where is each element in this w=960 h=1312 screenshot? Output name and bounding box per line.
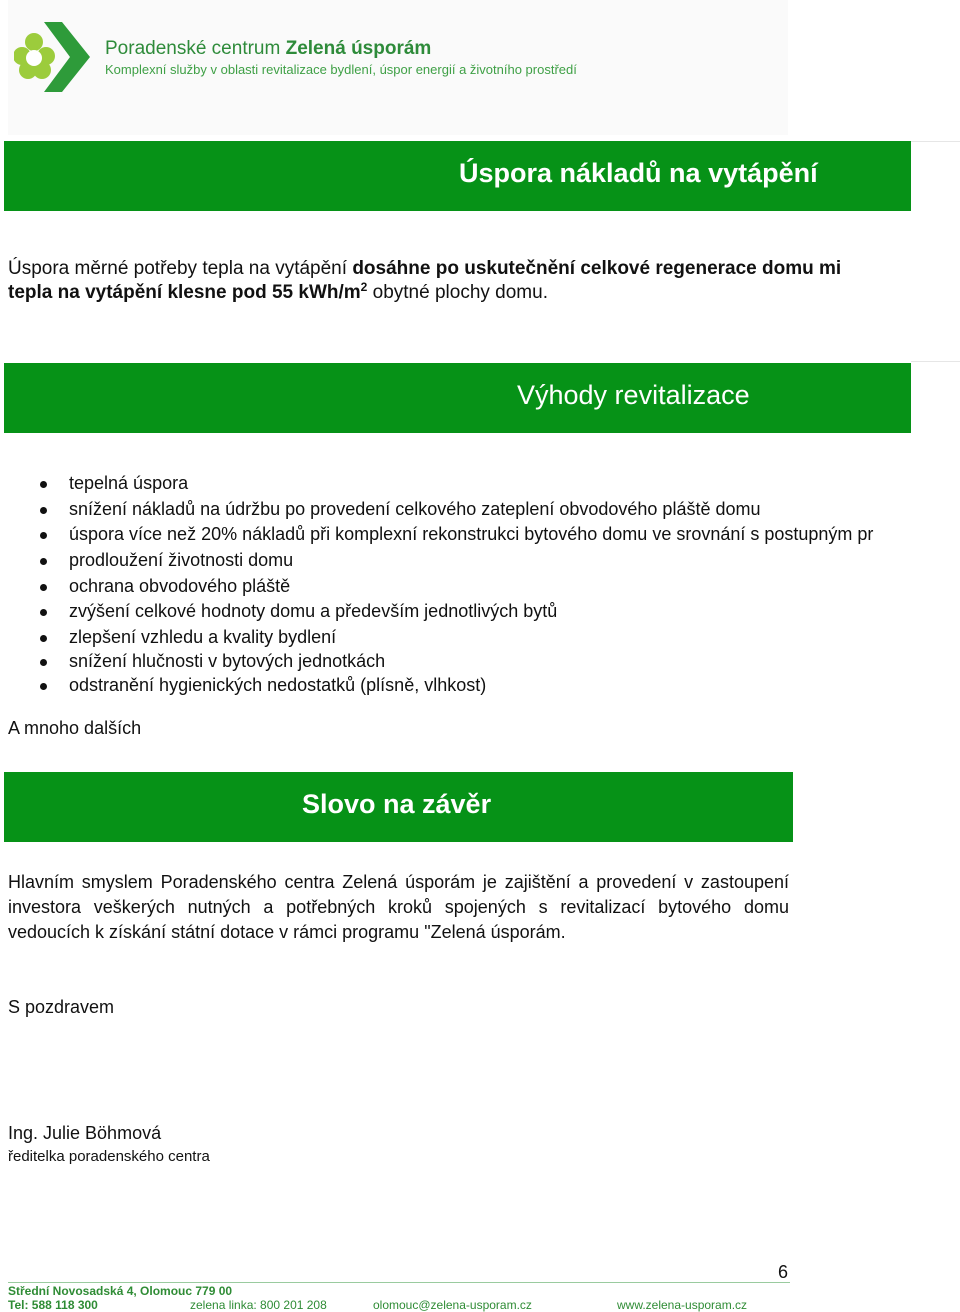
greeting: S pozdravem xyxy=(8,997,115,1017)
section-savings-title: Úspora nákladů na vytápění xyxy=(459,158,818,188)
footer-web-link[interactable]: www.zelena-usporam.cz xyxy=(617,1298,748,1312)
list-item: zlepšení vzhledu a kvality bydlení xyxy=(40,625,912,649)
section-benefits-bar xyxy=(4,363,911,433)
brand-subtitle: Komplexní služby v oblasti revitalizace bydlení, úspor energií a životního prostředí xyxy=(105,62,577,77)
footer-phone: Tel: 588 118 300 xyxy=(8,1298,98,1312)
list-item: prodloužení životnosti domu xyxy=(40,548,912,574)
signature-role: ředitelka poradenského centra xyxy=(8,1148,210,1165)
edge-divider xyxy=(911,361,960,362)
section-conclusion-title: Slovo na závěr xyxy=(302,789,492,819)
more-benefits-text: A mnoho dalších xyxy=(8,718,142,738)
para-bold-1: dosáhne po uskutečnění celkové regenerace domu mi xyxy=(352,258,842,279)
para-text-2: obytné plochy domu. xyxy=(367,282,548,303)
footer-divider xyxy=(8,1282,790,1283)
benefits-list xyxy=(40,471,912,699)
brand-title xyxy=(105,38,431,60)
list-item: úspora více než 20% nákladů při komplexní rekonstrukci bytového domu ve srovnání s postupným pr xyxy=(40,522,912,548)
list-item: zvýšení celkové hodnoty domu a především jednotlivých bytů xyxy=(40,599,912,625)
savings-paragraph xyxy=(8,257,912,305)
para-bold-2: tepla na vytápění klesne pod 55 kWh/m xyxy=(8,282,361,303)
list-item: snížení hlučnosti v bytových jednotkách xyxy=(40,649,912,673)
para-text-1: Úspora měrné potřeby tepla na vytápění xyxy=(8,258,353,279)
conclusion-paragraph: Hlavním smyslem Poradenského centra Zelená úsporám je zajištění a provedení v zastoupení investora veškerých nutných a potřebných kroků spojených s revitalizací bytového domu vedoucích k získání státní dotace v rámci programu "Zelená úsporám. xyxy=(8,872,789,942)
brand-prefix: Poradenské centrum xyxy=(105,38,281,59)
footer-address: Střední Novosadská 4, Olomouc 779 00 xyxy=(8,1284,233,1298)
footer-email-link[interactable]: olomouc@zelena-usporam.cz xyxy=(373,1298,532,1312)
para-sup: 2 xyxy=(360,280,368,294)
edge-divider xyxy=(911,141,960,142)
list-item: odstranění hygienických nedostatků (plísně, vlhkost) xyxy=(40,673,912,699)
list-item: ochrana obvodového pláště xyxy=(40,574,912,600)
flower-arrow-logo-icon xyxy=(14,18,90,96)
footer-hotline: zelena linka: 800 201 208 xyxy=(190,1298,327,1312)
section-benefits-title: Výhody revitalizace xyxy=(517,380,750,410)
list-item: snížení nákladů na údržbu po provedení celkového zateplení obvodového pláště domu xyxy=(40,497,912,523)
list-item: tepelná úspora xyxy=(40,471,912,497)
page-number: 6 xyxy=(778,1262,789,1282)
brand-name: Zelená úsporám xyxy=(285,38,432,59)
signature-name: Ing. Julie Böhmová xyxy=(8,1123,162,1143)
section-conclusion-bar xyxy=(4,772,793,842)
section-savings-bar xyxy=(4,141,911,211)
